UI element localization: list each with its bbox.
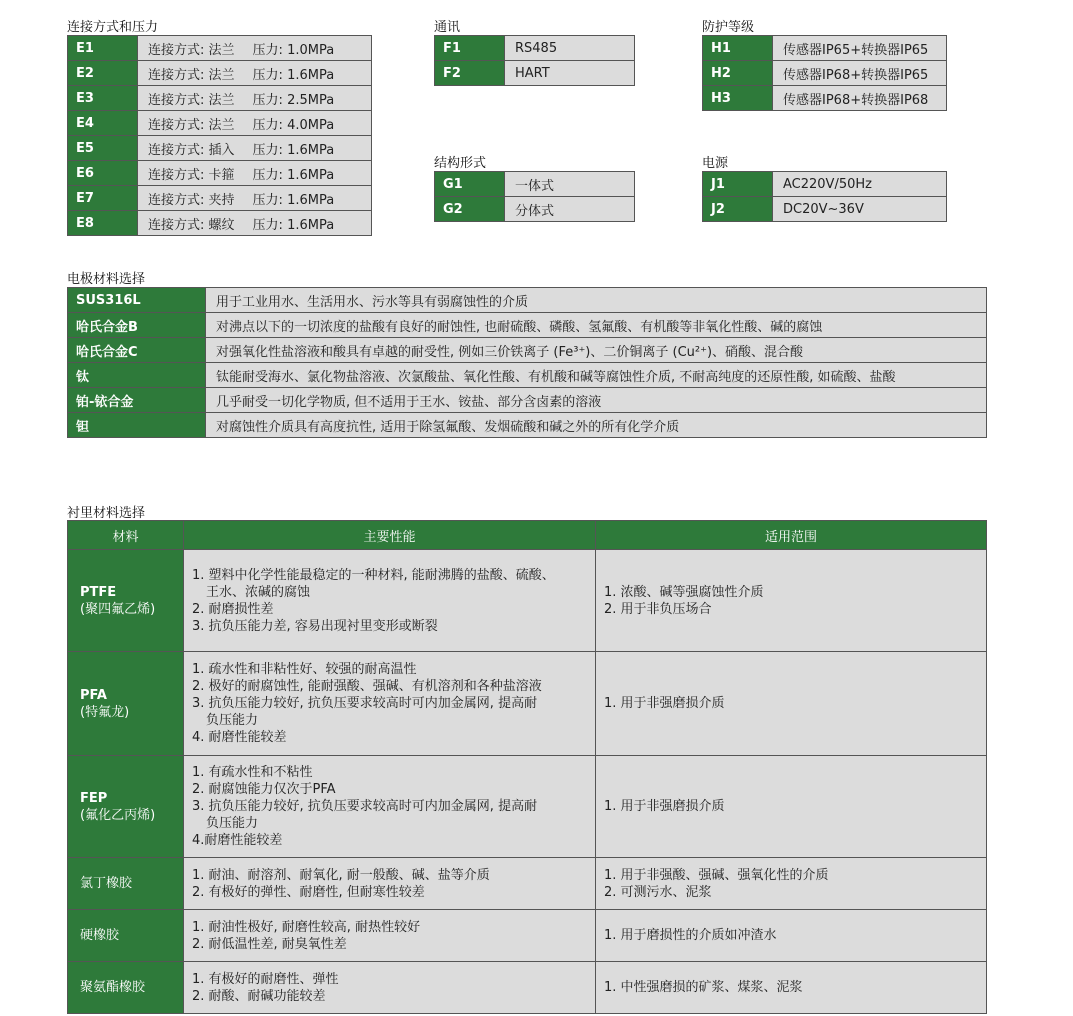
electrode-row bbox=[68, 413, 987, 438]
property-line: 2. 极好的耐腐蚀性, 能耐强酸、强碱、有机溶剂和各种盐溶液 bbox=[192, 679, 542, 694]
conn-label: 连接方式: bbox=[148, 42, 205, 58]
value-cell bbox=[138, 86, 372, 111]
property-line: 1. 疏水性和非粘性好、较强的耐高温性 bbox=[192, 662, 417, 677]
electrode-title: 电极材料选择 bbox=[67, 272, 146, 287]
material-cell bbox=[68, 756, 184, 858]
comm-row bbox=[435, 36, 635, 61]
conn-label: 连接方式: bbox=[148, 92, 205, 108]
value-cell: 一体式 bbox=[505, 172, 635, 197]
material-cell bbox=[68, 550, 184, 652]
property-line: 2. 耐低温性差, 耐臭氧性差 bbox=[192, 936, 347, 952]
material-name: FEP bbox=[80, 790, 108, 806]
property-line: 1. 塑料中化学性能最稳定的一种材料, 能耐沸腾的盐酸、硫酸、 bbox=[192, 567, 555, 583]
property-line: 1. 耐油性极好, 耐磨性较高, 耐热性较好 bbox=[192, 919, 421, 935]
connection-row bbox=[68, 186, 372, 211]
property-line: 1. 有极好的耐磨性、弹性 bbox=[192, 971, 339, 987]
code-cell: E8 bbox=[68, 211, 138, 236]
header-material: 材料 bbox=[68, 521, 184, 550]
scope-cell bbox=[596, 858, 987, 910]
property-line: 2. 耐磨损性差 bbox=[192, 601, 274, 617]
protection-row bbox=[703, 61, 947, 86]
code-cell: J2 bbox=[703, 197, 773, 222]
properties-cell bbox=[184, 550, 596, 652]
comm-title: 通讯 bbox=[434, 20, 461, 35]
value-cell: 传感器IP65+转换器IP65 bbox=[773, 36, 947, 61]
property-line: 负压能力 bbox=[206, 713, 259, 728]
value-cell bbox=[138, 186, 372, 211]
power-row bbox=[703, 197, 947, 222]
code-cell: E5 bbox=[68, 136, 138, 161]
code-cell: E1 bbox=[68, 36, 138, 61]
press-label: 压力: bbox=[252, 192, 283, 208]
property-line: 负压能力 bbox=[206, 816, 259, 831]
connection-row bbox=[68, 161, 372, 186]
code-cell: F1 bbox=[435, 36, 505, 61]
structure-title: 结构形式 bbox=[434, 156, 487, 171]
material-subname: (氟化乙丙烯) bbox=[80, 807, 156, 823]
properties-cell bbox=[184, 858, 596, 910]
scope-cell bbox=[596, 652, 987, 756]
electrode-row bbox=[68, 338, 987, 363]
electrode-row bbox=[68, 288, 987, 313]
code-cell: E6 bbox=[68, 161, 138, 186]
scope-cell bbox=[596, 550, 987, 652]
scope-line: 1. 用于非强酸、强碱、强氧化性的介质 bbox=[604, 867, 829, 883]
press-label: 压力: bbox=[252, 42, 283, 58]
code-cell: H2 bbox=[703, 61, 773, 86]
material-cell bbox=[68, 910, 184, 962]
scope-cell bbox=[596, 910, 987, 962]
press-value: 1.6MPa bbox=[287, 67, 335, 83]
conn-label: 连接方式: bbox=[148, 217, 205, 233]
press-label: 压力: bbox=[252, 167, 283, 183]
material-cell bbox=[68, 858, 184, 910]
value-cell bbox=[138, 136, 372, 161]
comm-row bbox=[435, 61, 635, 86]
properties-cell bbox=[184, 652, 596, 756]
connection-row bbox=[68, 136, 372, 161]
lining-row bbox=[68, 962, 987, 1014]
press-value: 4.0MPa bbox=[287, 117, 335, 133]
material-name: PFA bbox=[80, 687, 107, 703]
connection-table bbox=[67, 35, 372, 236]
value-cell: 分体式 bbox=[505, 197, 635, 222]
properties-cell bbox=[184, 962, 596, 1014]
conn-value: 法兰 bbox=[208, 117, 235, 133]
value-cell: RS485 bbox=[505, 36, 635, 61]
press-label: 压力: bbox=[252, 92, 283, 108]
property-line: 4.耐磨性能较差 bbox=[192, 833, 283, 848]
scope-line: 2. 可测污水、泥浆 bbox=[604, 884, 712, 900]
connection-row bbox=[68, 111, 372, 136]
conn-value: 夹持 bbox=[208, 192, 235, 208]
press-value: 2.5MPa bbox=[287, 92, 335, 108]
scope-line: 1. 浓酸、碱等强腐蚀性介质 bbox=[604, 584, 764, 600]
lining-row bbox=[68, 550, 987, 652]
value-cell: AC220V/50Hz bbox=[773, 172, 947, 197]
property-line: 2. 耐腐蚀能力仅次于PFA bbox=[192, 782, 336, 797]
protection-row bbox=[703, 36, 947, 61]
value-cell: HART bbox=[505, 61, 635, 86]
value-cell: 传感器IP68+转换器IP65 bbox=[773, 61, 947, 86]
conn-value: 法兰 bbox=[208, 67, 235, 83]
code-cell: 钛 bbox=[68, 363, 206, 388]
code-cell: E7 bbox=[68, 186, 138, 211]
value-cell: 用于工业用水、生活用水、污水等具有弱腐蚀性的介质 bbox=[206, 288, 987, 313]
scope-cell bbox=[596, 962, 987, 1014]
property-line: 1. 有疏水性和不粘性 bbox=[192, 765, 313, 780]
conn-label: 连接方式: bbox=[148, 192, 205, 208]
property-line: 1. 耐油、耐溶剂、耐氧化, 耐一般酸、碱、盐等介质 bbox=[192, 867, 490, 883]
code-cell: G1 bbox=[435, 172, 505, 197]
press-label: 压力: bbox=[252, 67, 283, 83]
code-cell: 钽 bbox=[68, 413, 206, 438]
code-cell: H1 bbox=[703, 36, 773, 61]
value-cell bbox=[138, 211, 372, 236]
lining-table bbox=[67, 520, 987, 1014]
material-name: PTFE bbox=[80, 584, 117, 600]
value-cell bbox=[138, 111, 372, 136]
scope-line: 1. 用于磨损性的介质如冲渣水 bbox=[604, 928, 777, 943]
lining-row bbox=[68, 858, 987, 910]
material-subname: (聚四氟乙烯) bbox=[80, 601, 156, 617]
power-table bbox=[702, 171, 947, 222]
property-line: 2. 有极好的弹性、耐磨性, 但耐寒性较差 bbox=[192, 884, 425, 900]
scope-line: 1. 用于非强磨损介质 bbox=[604, 696, 725, 711]
code-cell: 哈氏合金B bbox=[68, 313, 206, 338]
header-scope: 适用范围 bbox=[596, 521, 987, 550]
value-cell bbox=[138, 36, 372, 61]
connection-row bbox=[68, 61, 372, 86]
structure-row bbox=[435, 172, 635, 197]
conn-label: 连接方式: bbox=[148, 67, 205, 83]
lining-row bbox=[68, 756, 987, 858]
conn-value: 法兰 bbox=[208, 42, 235, 58]
value-cell: DC20V~36V bbox=[773, 197, 947, 222]
code-cell: SUS316L bbox=[68, 288, 206, 313]
property-line: 4. 耐磨性能较差 bbox=[192, 730, 287, 745]
lining-row bbox=[68, 652, 987, 756]
press-value: 1.0MPa bbox=[287, 42, 335, 58]
property-line: 3. 抗负压能力差, 容易出现衬里变形或断裂 bbox=[192, 618, 438, 634]
conn-value: 插入 bbox=[208, 142, 235, 158]
press-value: 1.6MPa bbox=[287, 167, 335, 183]
comm-table bbox=[434, 35, 635, 86]
scope-cell bbox=[596, 756, 987, 858]
conn-label: 连接方式: bbox=[148, 142, 205, 158]
press-label: 压力: bbox=[252, 117, 283, 133]
header-properties: 主要性能 bbox=[184, 521, 596, 550]
material-cell bbox=[68, 962, 184, 1014]
material-cell bbox=[68, 652, 184, 756]
value-cell: 对强氧化性盐溶液和酸具有卓越的耐受性, 例如三价铁离子 (Fe³⁺)、二价铜离子 (Cu²⁺)、硝酸、混合酸 bbox=[206, 338, 987, 363]
electrode-row bbox=[68, 313, 987, 338]
conn-label: 连接方式: bbox=[148, 167, 205, 183]
electrode-row bbox=[68, 388, 987, 413]
scope-line: 1. 中性强磨损的矿浆、煤浆、泥浆 bbox=[604, 980, 803, 995]
lining-title: 衬里材料选择 bbox=[67, 506, 146, 521]
connection-row bbox=[68, 211, 372, 236]
scope-line: 2. 用于非负压场合 bbox=[604, 601, 712, 617]
power-title: 电源 bbox=[702, 156, 729, 171]
conn-label: 连接方式: bbox=[148, 117, 205, 133]
value-cell: 传感器IP68+转换器IP68 bbox=[773, 86, 947, 111]
structure-table bbox=[434, 171, 635, 222]
conn-value: 法兰 bbox=[208, 92, 235, 108]
code-cell: G2 bbox=[435, 197, 505, 222]
material-subname: (特氟龙) bbox=[80, 704, 130, 720]
protection-table bbox=[702, 35, 947, 111]
material-name: 聚氨酯橡胶 bbox=[80, 980, 146, 995]
value-cell: 钛能耐受海水、氯化物盐溶液、次氯酸盐、氧化性酸、有机酸和碱等腐蚀性介质, 不耐高纯度的还原性酸, 如硫酸、盐酸 bbox=[206, 363, 987, 388]
properties-cell bbox=[184, 910, 596, 962]
lining-row bbox=[68, 910, 987, 962]
electrode-table bbox=[67, 287, 987, 438]
protection-title: 防护等级 bbox=[702, 20, 755, 35]
code-cell: E4 bbox=[68, 111, 138, 136]
press-value: 1.6MPa bbox=[287, 192, 335, 208]
press-value: 1.6MPa bbox=[287, 142, 335, 158]
conn-value: 卡箍 bbox=[208, 167, 235, 183]
connection-row bbox=[68, 86, 372, 111]
code-cell: E3 bbox=[68, 86, 138, 111]
code-cell: F2 bbox=[435, 61, 505, 86]
conn-value: 螺纹 bbox=[208, 217, 235, 233]
material-name: 氯丁橡胶 bbox=[80, 876, 133, 891]
code-cell: H3 bbox=[703, 86, 773, 111]
press-label: 压力: bbox=[252, 142, 283, 158]
property-line: 3. 抗负压能力较好, 抗负压要求较高时可内加金属网, 提高耐 bbox=[192, 799, 538, 814]
power-row bbox=[703, 172, 947, 197]
value-cell: 对沸点以下的一切浓度的盐酸有良好的耐蚀性, 也耐硫酸、磷酸、氢氟酸、有机酸等非氧化性酸、碱的腐蚀 bbox=[206, 313, 987, 338]
material-name: 硬橡胶 bbox=[80, 928, 120, 943]
value-cell: 对腐蚀性介质具有高度抗性, 适用于除氢氟酸、发烟硫酸和碱之外的所有化学介质 bbox=[206, 413, 987, 438]
connection-row bbox=[68, 36, 372, 61]
electrode-row bbox=[68, 363, 987, 388]
connection-title: 连接方式和压力 bbox=[67, 20, 159, 35]
properties-cell bbox=[184, 756, 596, 858]
press-label: 压力: bbox=[252, 217, 283, 233]
value-cell bbox=[138, 161, 372, 186]
press-value: 1.6MPa bbox=[287, 217, 335, 233]
code-cell: E2 bbox=[68, 61, 138, 86]
structure-row bbox=[435, 197, 635, 222]
code-cell: 铂-铱合金 bbox=[68, 388, 206, 413]
value-cell bbox=[138, 61, 372, 86]
value-cell: 几乎耐受一切化学物质, 但不适用于王水、铵盐、部分含卤素的溶液 bbox=[206, 388, 987, 413]
property-line: 3. 抗负压能力较好, 抗负压要求较高时可内加金属网, 提高耐 bbox=[192, 696, 538, 711]
scope-line: 1. 用于非强磨损介质 bbox=[604, 799, 725, 814]
protection-row bbox=[703, 86, 947, 111]
property-line: 2. 耐酸、耐碱功能较差 bbox=[192, 988, 326, 1004]
code-cell: 哈氏合金C bbox=[68, 338, 206, 363]
code-cell: J1 bbox=[703, 172, 773, 197]
property-line: 王水、浓碱的腐蚀 bbox=[206, 584, 311, 600]
